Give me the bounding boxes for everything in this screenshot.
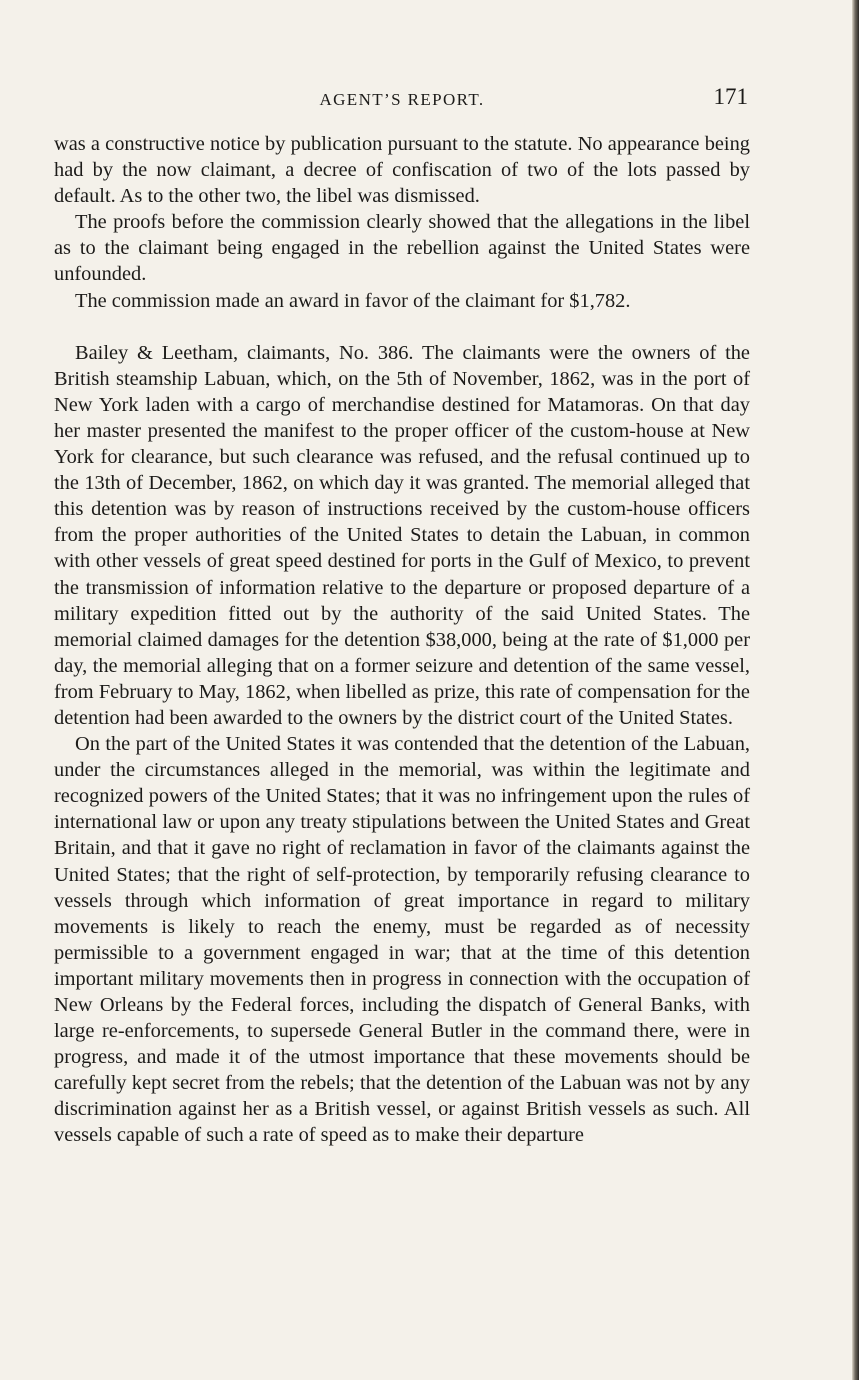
page-edge-shadow	[852, 0, 859, 1380]
running-head: AGENT’S REPORT.	[319, 90, 485, 109]
paragraph-award: The commission made an award in favor of the claimant for $1,782.	[75, 289, 631, 312]
paragraph-bailey-leetham: Bailey & Leetham, claimants, No. 386. The claimants were the owners of the British steamship Labuan, which, on the 5th of November, 1862, was in the port of New York laden with a cargo of merchandise destined for Matamoras. On that day her master presented the manifest to the proper officer of the custom-house at New York for clearance, but such clearance was refused, and the refusal continued up to the 13th of December, 1862, on which day it was granted. The memorial alleged that this detention was by reason of instructions received by the custom-house officers from the proper authorities of the United States to detain the Labuan, in common with other vessels of great speed destined for ports in the Gulf of Mexico, to prevent the transmission of information relative to the departure or proposed departure of a military expedition fitted out by the authority of the said United States. The memorial claimed damages for the detention $38,000, being at the rate of $1,000 per day, the memorial alleging that on a former seizure and detention of the same vessel, from February to May, 1862, when libelled as prize, this rate of compensation for the detention had been awarded to the owners by the district court of the United States.	[54, 341, 750, 729]
page-number: 171	[713, 84, 748, 109]
paragraph-continuation: was a constructive notice by publication pursuant to the statute. No appearance being had by the now claimant, a decree of confiscation of two of the lots passed by default. As to the other two, the libel was dismissed.	[54, 133, 750, 208]
body-text	[54, 131, 750, 1149]
page-header	[54, 84, 750, 120]
paragraph-united-states-contention: On the part of the United States it was contended that the detention of the Labuan, under the circumstances alleged in the memorial, was within the legitimate and recognized powers of the United States; that it was no infringement upon the rules of international law or upon any treaty stipulations between the United States and Great Britain, and that it gave no right of reclamation in favor of the claimants against the United States; that the right of self-protection, by temporarily refusing clearance to vessels through which information of great importance in regard to military movements is likely to reach the enemy, must be regarded as of necessity permissible to a government engaged in war; that at the time of this detention important military movements then in progress in connection with the occupation of New Orleans by the Federal forces, including the dispatch of General Banks, with large re-enforcements, to supersede General Butler in the command there, were in progress, and made it of the utmost importance that these movements should be carefully kept secret from the rebels; that the detention of the Labuan was not by any discrimination against her as a British vessel, or against British vessels as such. All vessels capable of such a rate of speed as to make their departure	[54, 733, 750, 1147]
paragraph-proofs: The proofs before the commission clearly showed that the allegations in the libel as to the claimant being engaged in the rebellion against the United States were unfounded.	[54, 211, 750, 286]
